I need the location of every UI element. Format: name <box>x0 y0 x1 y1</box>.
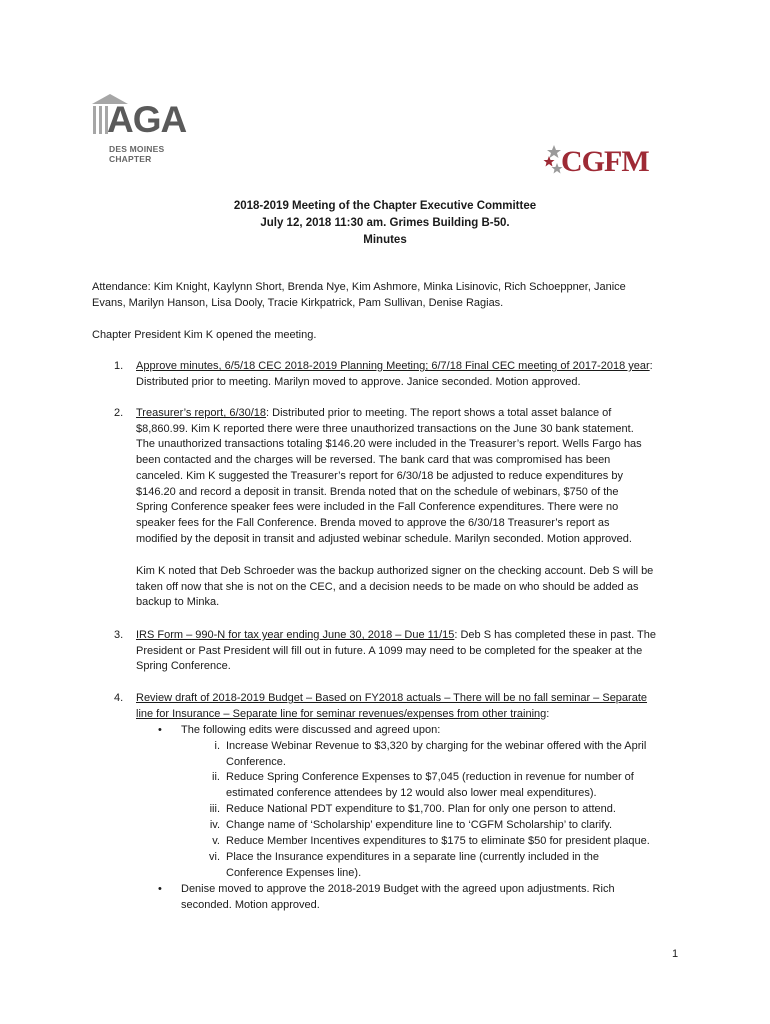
attendance-line-1: Attendance: Kim Knight, Kaylynn Short, Brenda Nye, Kim Ashmore, Minka Lisinovic, Rich Schoeppner, Janice <box>92 281 626 293</box>
item-heading-line <box>136 406 696 422</box>
attendance-line-2: Evans, Marilyn Hanson, Lisa Dooly, Tracie Kirkpatrick, Pam Sullivan, Denise Ragias. <box>92 296 504 309</box>
item-heading-line <box>136 691 696 707</box>
bullet-text: The following edits were discussed and agreed upon: <box>181 724 441 736</box>
edit-item <box>226 739 686 770</box>
bullet-edits-intro <box>181 723 681 739</box>
agenda-item-3 <box>136 628 696 675</box>
item-text-line: been contacted and the charges will be reversed. The bank card that was compromised has been <box>136 454 611 467</box>
item-text-line: The unauthorized transactions totaling $146.20 were included in the Treasurer’s report. Wells Fargo has <box>136 438 642 451</box>
opening-statement <box>92 328 316 344</box>
title-line-2: July 12, 2018 11:30 am. Grimes Building B-50. <box>260 217 510 229</box>
item-text-line: Kim K noted that Deb Schroeder was the backup authorized signer on the checking account. Deb S will be <box>136 565 654 577</box>
item-heading: Treasurer’s report, 6/30/18 <box>136 407 267 419</box>
attendance <box>92 280 692 311</box>
aga-logo <box>90 94 200 172</box>
column-shape <box>93 106 96 134</box>
item-text-line: backup to Minka. <box>136 596 220 609</box>
aga-logo-text: AGA <box>107 99 187 140</box>
roman-number: ii. <box>212 771 220 783</box>
edit-text-line: estimated conference attendees by 12 would also lower meal expenditures). <box>226 786 597 799</box>
aga-sub-line1: DES MOINES <box>109 144 165 154</box>
agenda-item-2-note <box>136 564 696 611</box>
bullet-motion <box>181 882 681 913</box>
edit-text-line: Place the Insurance expenditures in a separate line (currently included in the <box>226 851 600 863</box>
agenda-item-2 <box>136 406 696 547</box>
item-heading-colon: : <box>649 360 653 372</box>
title-line-3: Minutes <box>363 234 407 246</box>
item-heading: IRS Form – 990-N for tax year ending June 30, 2018 – Due 11/15 <box>136 629 455 641</box>
edit-text-line: Change name of ‘Scholarship’ expenditure line to ‘CGFM Scholarship’ to clarify. <box>226 819 612 831</box>
item-text-line: $8,860.99. Kim K reported there were three unauthorized transactions on the June 30 bank statement. <box>136 422 634 435</box>
item-heading: Review draft of 2018-2019 Budget – Based on FY2018 actuals – There will be no fall seminar – Separate <box>136 692 648 704</box>
item-heading-rest: : Distributed prior to meeting. The report shows a total asset balance of <box>266 407 612 419</box>
edit-text-line: Conference. <box>226 755 286 768</box>
item-text-line: Spring Conference. <box>136 660 231 673</box>
item-text-line: taken off now that she is not on the CEC, and a decision needs to be made on who should be added as <box>136 580 639 593</box>
edit-item <box>226 818 686 834</box>
item-number: 1. <box>114 360 124 372</box>
item-heading-line <box>136 707 696 723</box>
title-line-1: 2018-2019 Meeting of the Chapter Executive Committee <box>233 200 537 212</box>
bullet-icon: • <box>158 724 162 736</box>
agenda-item-4 <box>136 691 696 722</box>
item-heading-line <box>136 628 696 644</box>
item-heading-rest: : Deb S has completed these in past. The <box>454 629 656 641</box>
item-text-line: Spring Conference speaker fees were included in the Fall Conference expenditures. There were no <box>136 501 619 514</box>
edit-item <box>226 834 696 850</box>
roman-number: iv. <box>209 819 220 831</box>
edit-text-line: Reduce National PDT expenditure to $1,700. Plan for only one person to attend. <box>226 803 616 815</box>
item-number: 4. <box>114 692 124 704</box>
item-heading-colon: : <box>546 707 550 720</box>
edit-item <box>226 850 686 881</box>
item-number: 3. <box>114 629 124 641</box>
item-text-line: President or Past President will fill out in future. A 1099 may need to be completed for the speaker at the <box>136 644 643 657</box>
edit-item <box>226 802 686 818</box>
cgfm-logo <box>543 145 663 179</box>
agenda-item-1 <box>136 359 696 390</box>
item-text-line: canceled. Kim K suggested the Treasurer’s report for 6/30/18 be adjusted to reduce expenditures by <box>136 469 623 482</box>
edit-text-line: Reduce Spring Conference Expenses to $7,045 (reduction in revenue for number of <box>226 771 634 783</box>
aga-chapter-label <box>109 144 164 164</box>
item-heading: Approve minutes, 6/5/18 CEC 2018-2019 Planning Meeting; 6/7/18 Final CEC meeting of 2017-2018 year <box>136 360 650 372</box>
roman-number: v. <box>212 835 220 847</box>
roman-number: i. <box>214 740 220 752</box>
roman-number: vi. <box>209 851 220 863</box>
item-number: 2. <box>114 407 124 419</box>
item-text-line: Distributed prior to meeting. Marilyn moved to approve. Janice seconded. Motion approved. <box>136 375 581 388</box>
item-text-line: modified by the deposit in transit and adjusted webinar schedule. Marilyn seconded. Motion approved. <box>136 532 632 545</box>
aga-sub-line2: CHAPTER <box>109 154 152 164</box>
roman-number: iii. <box>209 803 220 815</box>
edit-text-line: Conference Expenses line). <box>226 866 362 879</box>
edit-text-line: Increase Webinar Revenue to $3,320 by charging for the webinar offered with the April <box>226 740 647 752</box>
bullet-text: Denise moved to approve the 2018-2019 Budget with the agreed upon adjustments. Rich <box>181 883 615 895</box>
item-text-line: speaker fees for the Fall Conference. Brenda moved to approve the 6/30/18 Treasurer’s report as <box>136 516 610 529</box>
column-shape <box>99 106 102 134</box>
bullet-text: seconded. Motion approved. <box>181 898 320 911</box>
edit-item <box>226 770 686 801</box>
cgfm-logo-text: CGFM <box>561 145 649 178</box>
page-number: 1 <box>672 948 679 960</box>
opening-text: Chapter President Kim K opened the meeting. <box>92 329 317 341</box>
item-heading-line <box>136 359 696 375</box>
edit-text-line: Reduce Member Incentives expenditures to $175 to eliminate $50 for president plaque. <box>226 835 650 847</box>
item-text-line: $146.20 and record a deposit in transit. Brenda noted that on the schedule of webinars, $750 of the <box>136 485 619 498</box>
item-heading: line for Insurance – Separate line for seminar revenues/expenses from other training <box>136 707 547 720</box>
bullet-icon: • <box>158 883 162 895</box>
page-title <box>0 198 770 249</box>
